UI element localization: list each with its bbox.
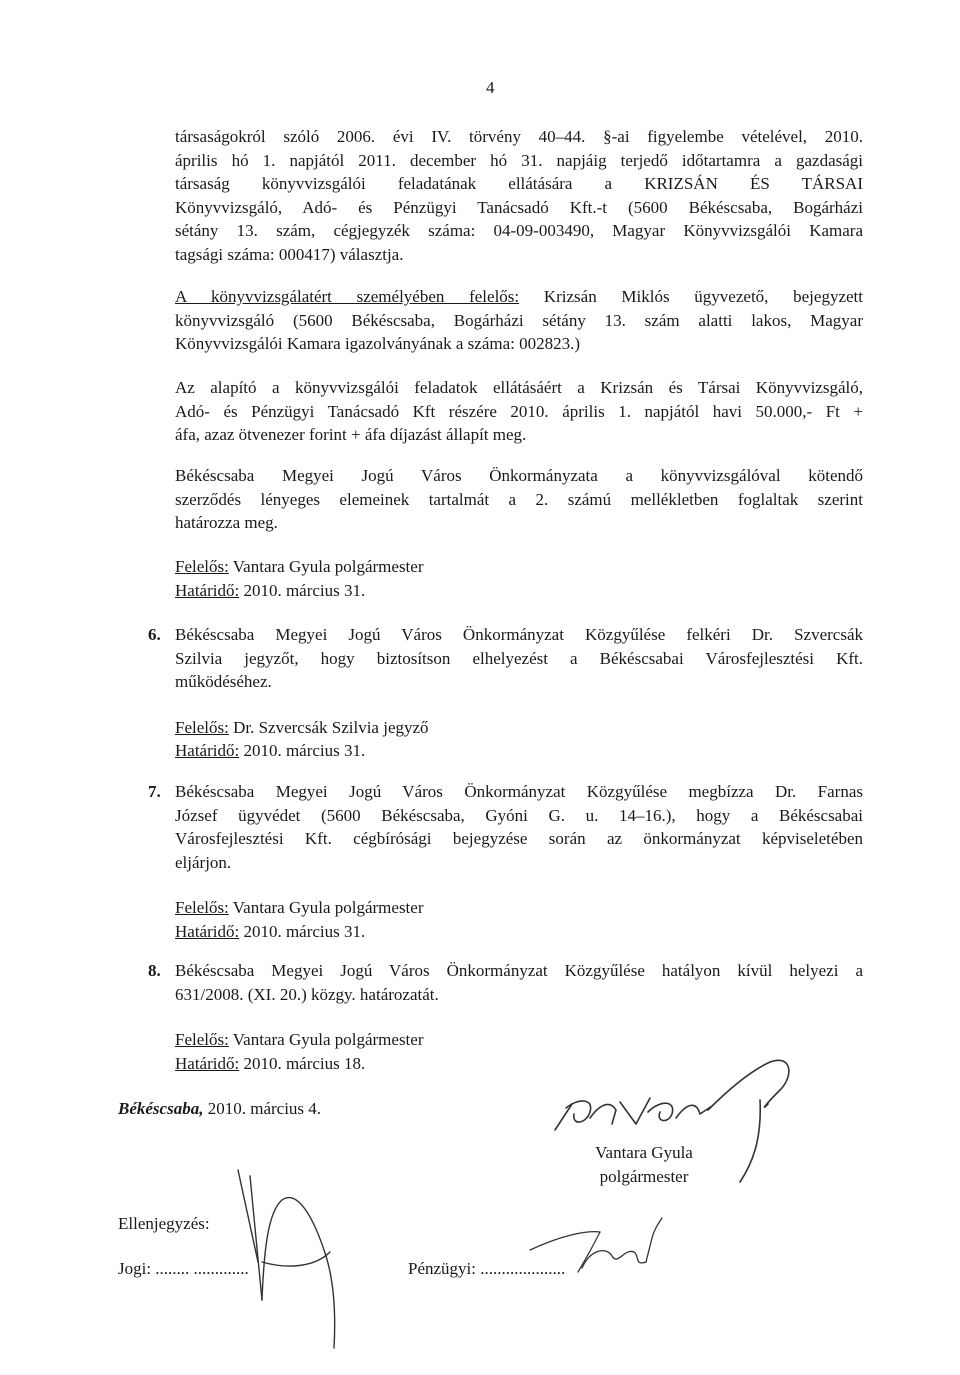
deadline-label: Határidő: bbox=[175, 921, 240, 941]
text-line: Könyvvizsgáló, Adó- és Pénzügyi Tanácsadó Kft.-t (5600 Békéscsaba, Bogárházi bbox=[175, 197, 863, 217]
item-number: 7. bbox=[148, 782, 161, 801]
date: 2010. március 4. bbox=[203, 1099, 322, 1118]
countersign-label: Ellenjegyzés: bbox=[118, 1214, 210, 1233]
responsible-label: Felelős: bbox=[175, 1030, 229, 1049]
place: Békéscsaba, bbox=[118, 1099, 204, 1118]
responsible-person: Dr. Szvercsák Szilvia jegyző bbox=[228, 717, 429, 737]
auditor-label: A könyvvizsgálatért személyében felelős: bbox=[175, 287, 520, 306]
responsible-label: Felelős: bbox=[175, 898, 229, 917]
responsible-person: Vantara Gyula polgármester bbox=[228, 1030, 424, 1049]
text-line: Adó- és Pénzügyi Tanácsadó Kft részére 2010. április 1. napjától havi 50.000,- Ft + bbox=[175, 401, 863, 421]
text-line: Az alapító a könyvvizsgálói feladatok ellátásáért a Krizsán és Társai Könyvvizsgáló, bbox=[175, 378, 863, 397]
responsible-label: Felelős: bbox=[175, 557, 229, 576]
text-line: Békéscsaba Megyei Jogú Város Önkormányzat Közgyűlése felkéri Dr. Szvercsák bbox=[175, 625, 863, 644]
page-number: 4 bbox=[486, 78, 495, 97]
text-line: működéséhez. bbox=[175, 672, 272, 691]
deadline-date: 2010. március 31. bbox=[239, 921, 366, 941]
responsible-label: Felelős: bbox=[175, 717, 229, 737]
signer-title: polgármester bbox=[599, 1166, 689, 1186]
text-line: könyvvizsgáló (5600 Békéscsaba, Bogárházi sétány 13. szám alatti lakos, Magyar bbox=[175, 310, 863, 330]
item-number: 8. bbox=[148, 961, 161, 980]
financial-countersign: Pénzügyi: .................... bbox=[408, 1259, 566, 1278]
responsible-person: Vantara Gyula polgármester bbox=[228, 557, 424, 576]
signer-name: Vantara Gyula bbox=[595, 1143, 693, 1162]
text-line: társaság könyvvizsgálói feladatának ellátására a KRIZSÁN ÉS TÁRSAI bbox=[175, 174, 863, 193]
text-line: Békéscsaba Megyei Jogú Város Önkormányzata a könyvvizsgálóval kötendő bbox=[175, 466, 863, 485]
text-line: Szilvia jegyzőt, hogy biztosítson elhelyezést a Békéscsabai Városfejlesztési Kft. bbox=[175, 648, 863, 668]
deadline-label: Határidő: bbox=[175, 741, 240, 760]
text-line: Városfejlesztési Kft. cégbírósági bejegyzése során az önkormányzat képviseletében bbox=[175, 829, 863, 848]
item-number: 6. bbox=[148, 625, 161, 644]
text-line: április hó 1. napjától 2011. december hó 31. napjáig terjedő időtartamra a gazdasági bbox=[175, 150, 863, 170]
text-line: Békéscsaba Megyei Jogú Város Önkormányzat Közgyűlése hatályon kívül helyezi a bbox=[175, 961, 863, 980]
auditor-name: Krizsán Miklós ügyvezető, bejegyzett bbox=[519, 287, 863, 306]
deadline-date: 2010. március 18. bbox=[239, 1053, 366, 1073]
text-line: József ügyvédet (5600 Békéscsaba, Gyóni G. u. 14–16.), hogy a Békéscsabai bbox=[175, 805, 863, 825]
text-line: tagsági száma: 000417) választja. bbox=[175, 244, 404, 264]
deadline-label: Határidő: bbox=[175, 1053, 240, 1073]
text-line: 631/2008. (XI. 20.) közgy. határozatát. bbox=[175, 984, 439, 1004]
text-line: Könyvvizsgálói Kamara igazolványának a száma: 002823.) bbox=[175, 334, 581, 353]
text-line: áfa, azaz ötvenezer forint + áfa díjazást állapít meg. bbox=[175, 425, 527, 444]
text-line: társaságokról szóló 2006. évi IV. törvény 40–44. §-ai figyelembe vételével, 2010. bbox=[175, 127, 863, 146]
deadline-date: 2010. március 31. bbox=[239, 580, 366, 600]
legal-countersign: Jogi: ........ ............. bbox=[118, 1259, 249, 1278]
text-line: határozza meg. bbox=[175, 513, 278, 532]
text-line: Békéscsaba Megyei Jogú Város Önkormányzat Közgyűlése megbízza Dr. Farnas bbox=[175, 782, 863, 801]
deadline-label: Határidő: bbox=[175, 580, 240, 600]
deadline-date: 2010. március 31. bbox=[239, 741, 366, 760]
text-line: eljárjon. bbox=[175, 852, 232, 872]
text-line: sétány 13. szám, cégjegyzék száma: 04-09-003490, Magyar Könyvvizsgálói Kamara bbox=[175, 221, 863, 240]
text-line: szerződés lényeges elemeinek tartalmát a 2. számú mellékletben foglaltak szerint bbox=[175, 489, 863, 509]
responsible-person: Vantara Gyula polgármester bbox=[228, 898, 424, 917]
